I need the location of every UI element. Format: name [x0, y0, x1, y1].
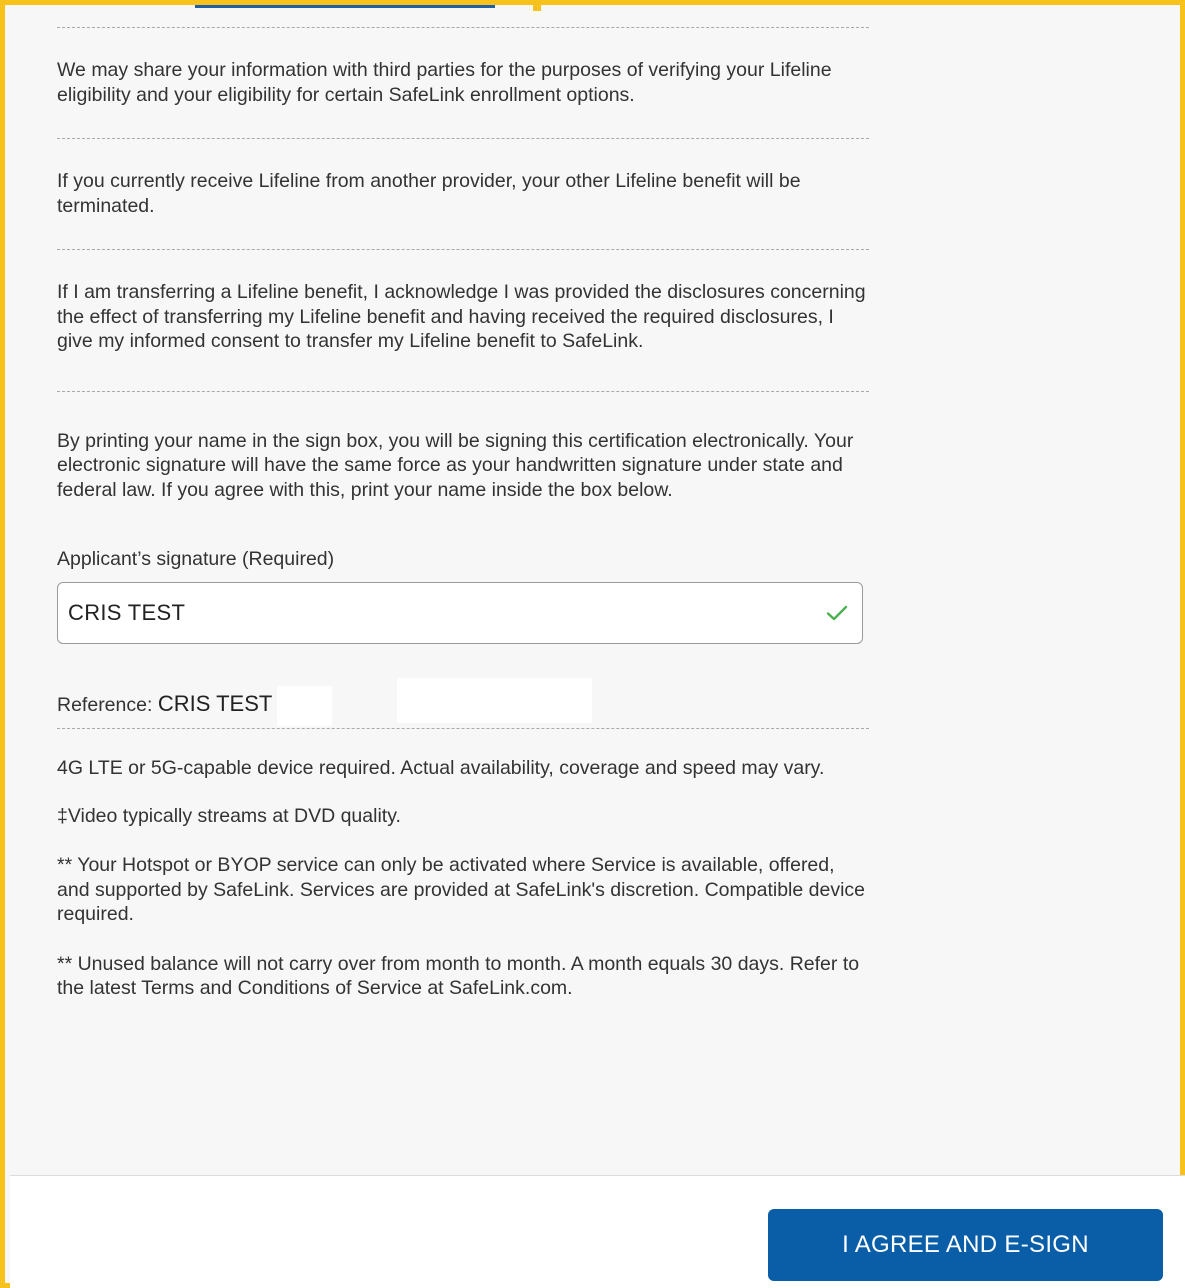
- disclosure-third-parties: We may share your information with third parties for the purposes of verifying your Lifeline eligibility and your eligibility for certain SafeLink enrollment options.: [57, 59, 832, 106]
- redaction-block: [397, 678, 592, 723]
- agree-esign-button[interactable]: I AGREE AND E-SIGN: [768, 1209, 1163, 1281]
- disclosure-esignature: By printing your name in the sign box, you will be signing this certification electronically. Your electronic signature will have the same force as your handwritten signature under state and federal law. If you agree with this, print your name inside the box below.: [57, 429, 854, 501]
- signature-label: Applicant’s signature (Required): [57, 548, 335, 570]
- disclosure-other-provider: If you currently receive Lifeline from another provider, your other Lifeline benefit will be terminated.: [57, 170, 801, 217]
- active-tab-indicator: [195, 5, 495, 8]
- frame-notch: [533, 5, 541, 11]
- reference-line: [57, 692, 869, 722]
- reference-label: Reference:: [57, 694, 158, 716]
- footnote-hotspot: ** Your Hotspot or BYOP service can only be activated where Service is available, offered, and supported by SafeLink. Services are provided at SafeLink's discretion. Compatible device required.: [57, 854, 866, 925]
- footnote-device: 4G LTE or 5G-capable device required. Actual availability, coverage and speed may vary.: [57, 757, 825, 779]
- footnote-video: ‡Video typically streams at DVD quality.: [57, 804, 401, 827]
- section-divider: [57, 27, 869, 28]
- signature-input[interactable]: [57, 582, 863, 644]
- redaction-block: [277, 686, 332, 726]
- section-divider: [57, 391, 869, 392]
- reference-value: CRIS TEST: [157, 691, 273, 716]
- disclosure-transfer-consent: If I am transferring a Lifeline benefit, I acknowledge I was provided the disclosures concerning the effect of transferring my Lifeline benefit and having received the required disclosures, I give my informed consent to transfer my Lifeline benefit to SafeLink.: [57, 281, 866, 352]
- checkmark-icon: [826, 604, 848, 622]
- signature-input-value[interactable]: CRIS TEST: [68, 600, 186, 625]
- section-divider: [57, 138, 869, 139]
- action-footer: [10, 1175, 1185, 1288]
- certification-content: [57, 27, 869, 1001]
- section-divider: [57, 249, 869, 250]
- section-divider: [57, 728, 869, 729]
- footnote-balance: ** Unused balance will not carry over from month to month. A month equals 30 days. Refer to the latest Terms and Conditions of Service at SafeLink.com.: [57, 952, 860, 999]
